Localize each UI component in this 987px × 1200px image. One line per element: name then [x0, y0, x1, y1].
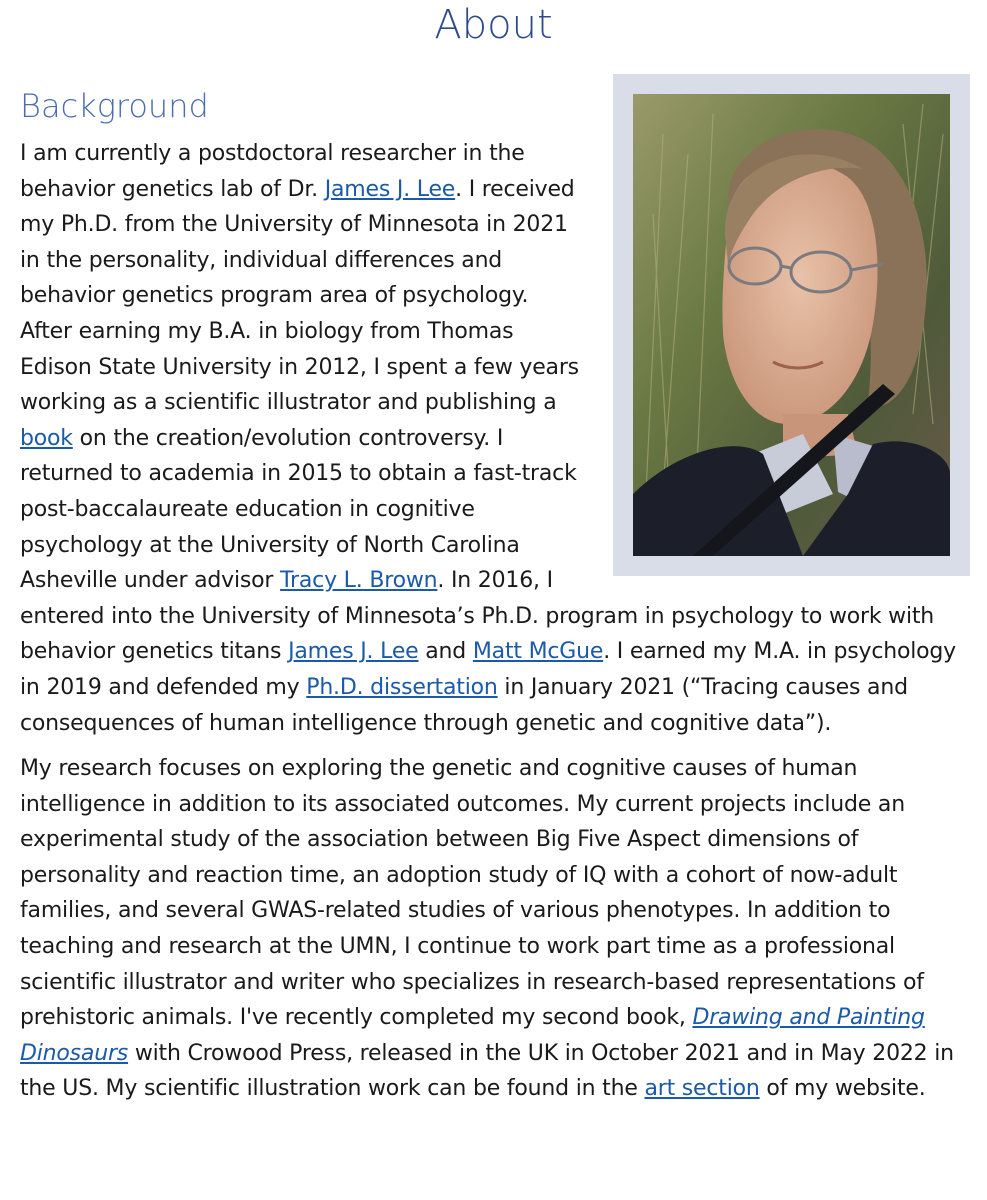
dinosaurs-book-link[interactable]: Drawing and Painting Dinosaurs — [20, 1005, 925, 1066]
portrait-photo — [633, 94, 950, 556]
para2-text-1: My research focuses on exploring the genetic and cognitive causes of human intelligence in addition to its associated outcomes. My current projects include an experimental study of the association between Big Five Aspect dimensions of personality and reaction time, an adoption study of IQ with a cohort of now-adult families, and several GWAS-related studies of various phenotypes. In addition to teaching and research at the UMN, I continue to work part time as a professional scientific illustrator and writer who specializes in research-based representations of prehistoric animals. I've recently completed my second book, — [20, 756, 924, 1031]
para2-text-2: with Crowood Press, released in the UK in October 2021 and in May 2022 in the US. My scientific illustration work can be found in the — [20, 1040, 954, 1102]
para1-text-1: I am currently a postdoctoral researcher in the behavior genetics lab of Dr. — [20, 141, 525, 202]
photo-frame — [613, 74, 970, 576]
matt-mcgue-link[interactable]: Matt McGue — [472, 639, 604, 665]
research-paragraph — [20, 751, 970, 1107]
para2-text-3: of my website. — [759, 1076, 926, 1102]
art-section-link[interactable]: art section — [644, 1076, 760, 1102]
tracy-brown-link[interactable]: Tracy L. Brown — [280, 568, 438, 594]
dissertation-link[interactable]: Ph.D. dissertation — [306, 674, 498, 700]
para1-text-2: . I received my Ph.D. from the University of Minnesota in 2021 in the personality, individual differences and behavior genetics program area of psychology. After earning my B.A. in biology from Thomas Edison State University in 2012, I spent a few years working as a scientific illustrator and publishing a — [20, 176, 579, 416]
main-content — [20, 84, 970, 1107]
portrait-illustration — [633, 94, 950, 556]
para1-text-5: and — [418, 639, 473, 665]
page-title: About — [434, 2, 553, 48]
para1-text-3: on the creation/evolution controversy. I returned to academia in 2015 to obtain a fast-track post-baccalaureate education in cognitive psychology at the University of North Carolina Asheville under advisor — [20, 425, 577, 594]
book-link[interactable]: book — [20, 425, 73, 451]
para1-text-7: in January 2021 (“Tracing causes and consequences of human intelligence through genetic and cognitive data”). — [20, 674, 908, 736]
james-lee-link[interactable]: James J. Lee — [324, 176, 456, 202]
para1-text-4: . In 2016, I entered into the University of Minnesota’s Ph.D. program in psychology to work with behavior genetics titans — [20, 568, 935, 665]
para1-text-6: . I earned my M.A. in psychology in 2019 and defended my — [20, 639, 956, 700]
section-heading: Background — [20, 87, 209, 125]
james-lee-link-2[interactable]: James J. Lee — [288, 639, 419, 665]
